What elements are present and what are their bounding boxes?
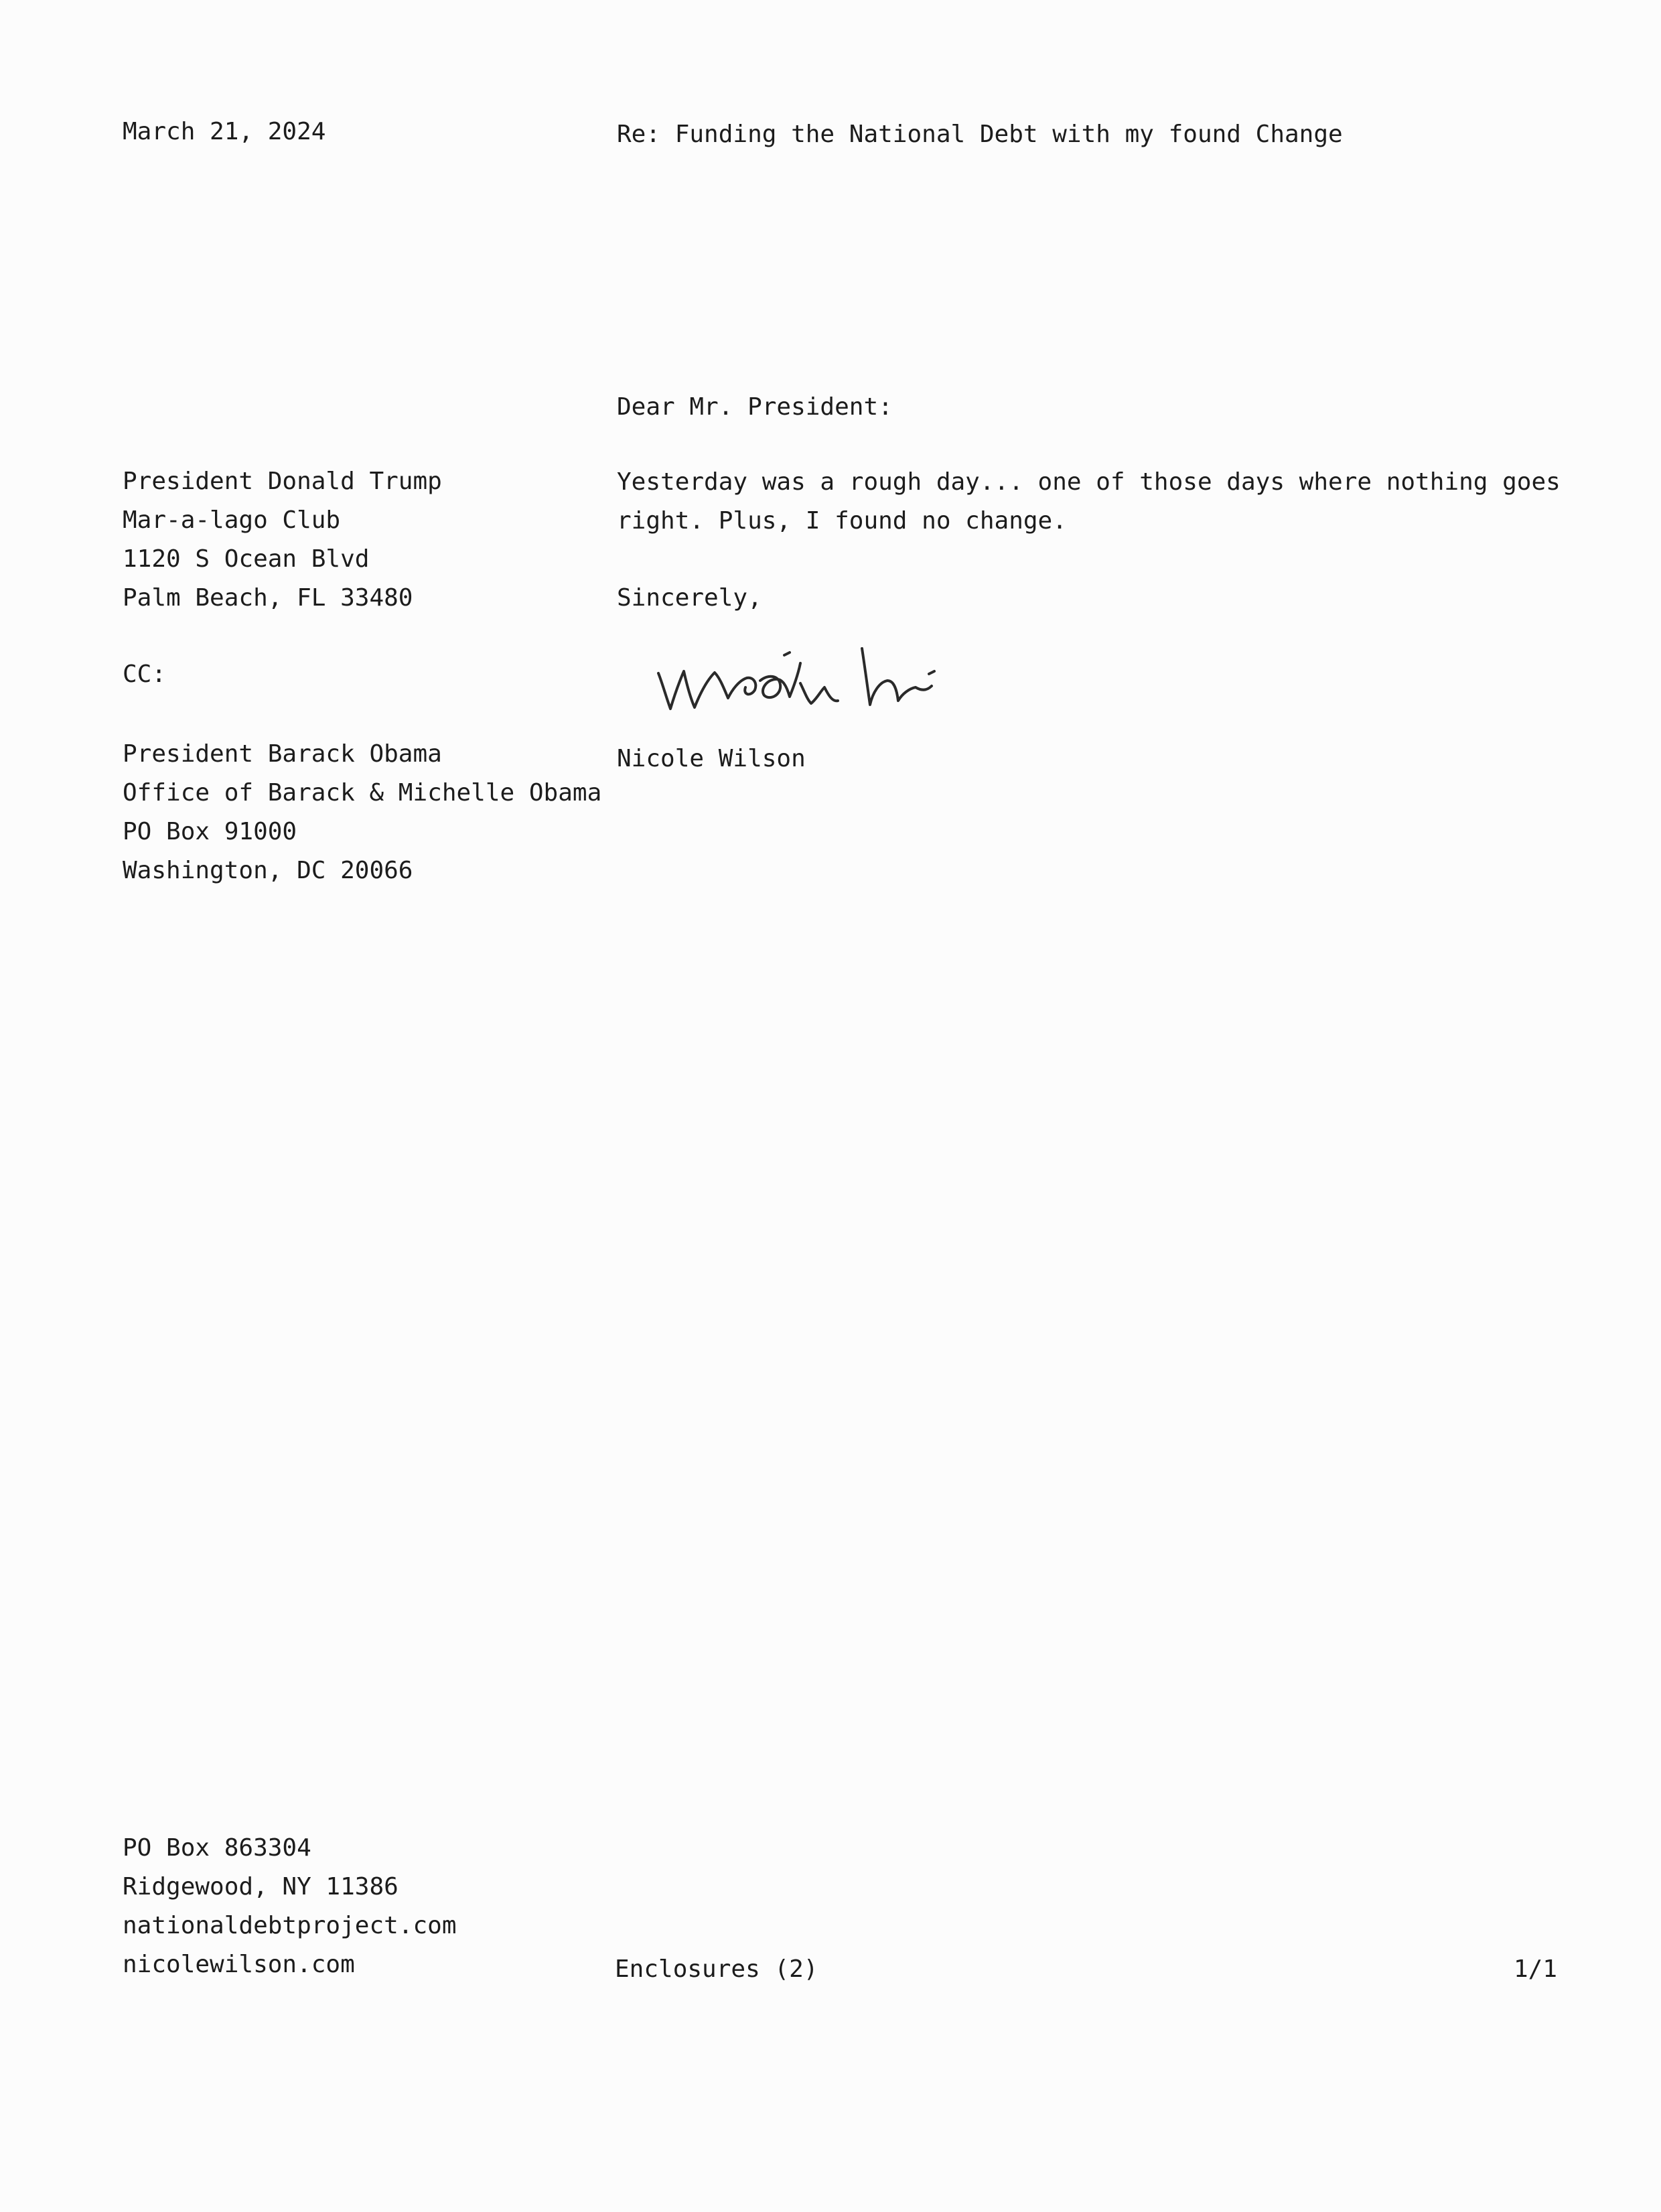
cc-label: CC: — [123, 661, 167, 688]
footer-address — [123, 1829, 457, 1984]
recipient-line: 1120 S Ocean Blvd — [123, 545, 370, 573]
cc-line: Office of Barack & Michelle Obama — [123, 779, 602, 807]
letter-date: March 21, 2024 — [123, 118, 326, 145]
footer-website-link: nicolewilson.com — [123, 1951, 355, 1978]
handwritten-signature — [653, 636, 948, 723]
letter-subject: Re: Funding the National Debt with my found Change — [617, 121, 1343, 148]
page-number: 1/1 — [1514, 1955, 1558, 1983]
cc-line: Washington, DC 20066 — [123, 857, 413, 884]
recipient-line: Mar-a-lago Club — [123, 506, 341, 534]
footer-address-line: Ridgewood, NY 11386 — [123, 1873, 399, 1900]
sender-name: Nicole Wilson — [617, 745, 806, 772]
body-line: right. Plus, I found no change. — [617, 507, 1067, 535]
cc-address — [123, 735, 601, 890]
footer-website-link: nationaldebtproject.com — [123, 1912, 457, 1939]
enclosures-note: Enclosures (2) — [615, 1955, 818, 1983]
letter-body — [617, 463, 1561, 541]
recipient-line: Palm Beach, FL 33480 — [123, 584, 413, 612]
body-line: Yesterday was a rough day... one of those days where nothing goes — [617, 468, 1561, 496]
recipient-address — [123, 462, 442, 618]
recipient-line: President Donald Trump — [123, 468, 442, 495]
cc-line: President Barack Obama — [123, 740, 442, 768]
closing: Sincerely, — [617, 584, 762, 612]
cc-line: PO Box 91000 — [123, 818, 297, 845]
footer-address-line: PO Box 863304 — [123, 1834, 311, 1862]
salutation: Dear Mr. President: — [617, 393, 893, 421]
